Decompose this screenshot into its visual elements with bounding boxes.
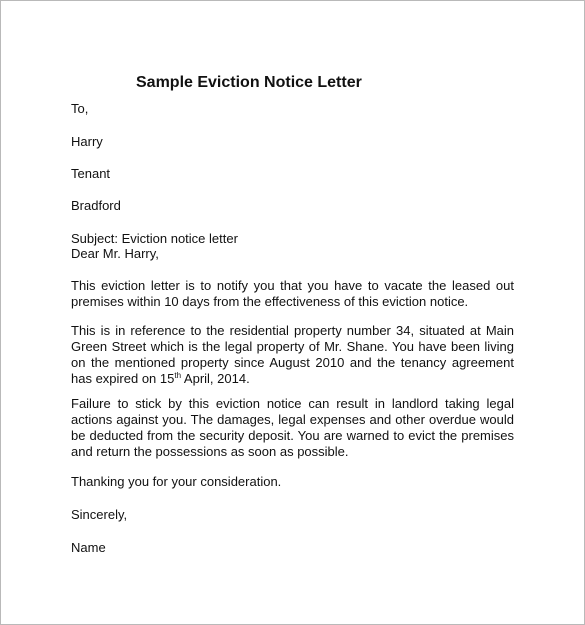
recipient-name: Harry: [71, 134, 103, 149]
to-label: To,: [71, 101, 89, 116]
subject-line: Subject: Eviction notice letter: [71, 231, 238, 246]
paragraph-notice: This eviction letter is to notify you that you have to vacate the leased out premises within 10 days from the effectiveness of this eviction notice.: [71, 278, 514, 309]
ordinal-suffix: th: [174, 371, 182, 380]
salutation: Dear Mr. Harry,: [71, 246, 159, 261]
recipient-role: Tenant: [71, 166, 111, 181]
signature-name: Name: [71, 540, 106, 555]
paragraph-reference-date: April, 2014.: [181, 371, 250, 386]
recipient-location: Bradford: [71, 198, 121, 213]
closing: Sincerely,: [71, 507, 128, 522]
letter-title: Sample Eviction Notice Letter: [136, 74, 362, 91]
paragraph-reference: [71, 323, 514, 387]
paragraph-reference-text: This is in reference to the residential property number 34, situated at Main Green Street which is the legal property of Mr. Shane. You have been living on the mentioned property since August 2010 and the tenancy agreement has expired on 15: [71, 323, 514, 386]
paragraph-warning: Failure to stick by this eviction notice can result in landlord taking legal actions against you. The damages, legal expenses and other overdue would be deducted from the security deposit. You are warned to evict the premises and return the possessions as soon as possible.: [71, 396, 514, 459]
closing-thanks: Thanking you for your consideration.: [71, 474, 282, 489]
